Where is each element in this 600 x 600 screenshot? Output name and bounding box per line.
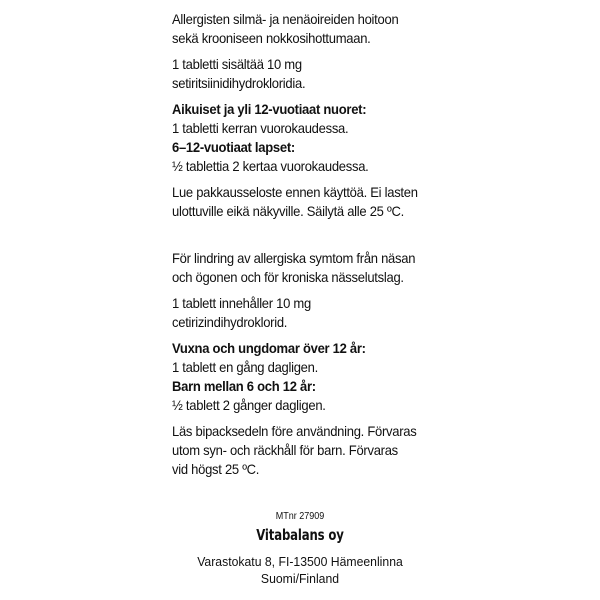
fi-children-dose: ½ tablettia 2 kertaa vuorokaudessa. xyxy=(172,158,369,174)
fi-children-heading: 6–12-vuotiaat lapset: xyxy=(172,139,295,155)
text-line: ulottuville eikä näkyville. Säilytä alle 25 ºC. xyxy=(172,203,404,219)
fi-adults-heading: Aikuiset ja yli 12-vuotiaat nuoret: xyxy=(172,101,367,117)
sv-children-dose: ½ tablett 2 gånger dagligen. xyxy=(172,397,326,413)
text-line: utom syn- och räckhåll för barn. Förvaras xyxy=(172,442,398,458)
text-line: 1 tablett innehåller 10 mg xyxy=(172,295,311,311)
text-line: 1 tabletti sisältää 10 mg xyxy=(172,56,302,72)
text-line: vid högst 25 ºC. xyxy=(172,461,260,477)
fi-adults-dose: 1 tabletti kerran vuorokaudessa. xyxy=(172,120,349,136)
text-line: och ögonen och för kroniska nässelutslag. xyxy=(172,269,404,285)
sv-adults-dose: 1 tablett en gång dagligen. xyxy=(172,359,318,375)
fi-dosage xyxy=(172,100,442,176)
text-line: setiritsiinidihydrokloridia. xyxy=(172,75,306,91)
text-line: Allergisten silmä- ja nenäoireiden hoitoon xyxy=(172,11,399,27)
text-line: cetirizindihydroklorid. xyxy=(172,314,288,330)
sv-adults-heading: Vuxna och ungdomar över 12 år: xyxy=(172,340,366,356)
mtnr-number: MTnr 27909 xyxy=(275,511,325,522)
fi-indication xyxy=(172,10,442,48)
sv-indication xyxy=(172,249,442,287)
company-address: Varastokatu 8, FI-13500 Hämeenlinna xyxy=(197,554,403,569)
product-label-text xyxy=(172,10,442,479)
text-line: sekä krooniseen nokkosihottumaan. xyxy=(172,30,371,46)
sv-composition xyxy=(172,294,442,332)
company-country: Suomi/Finland xyxy=(260,571,340,586)
text-line: För lindring av allergiska symtom från näsan xyxy=(172,250,416,266)
sv-children-heading: Barn mellan 6 och 12 år: xyxy=(172,378,316,394)
sv-dosage xyxy=(172,339,442,415)
text-line: Läs bipacksedeln före användning. Förvaras xyxy=(172,423,417,439)
vitabalans-logo: Vitabalans oy xyxy=(256,526,344,544)
fi-composition xyxy=(172,55,442,93)
text-line: Lue pakkausseloste ennen käyttöä. Ei lasten xyxy=(172,184,418,200)
fi-warning xyxy=(172,183,442,221)
sv-warning xyxy=(172,422,442,479)
